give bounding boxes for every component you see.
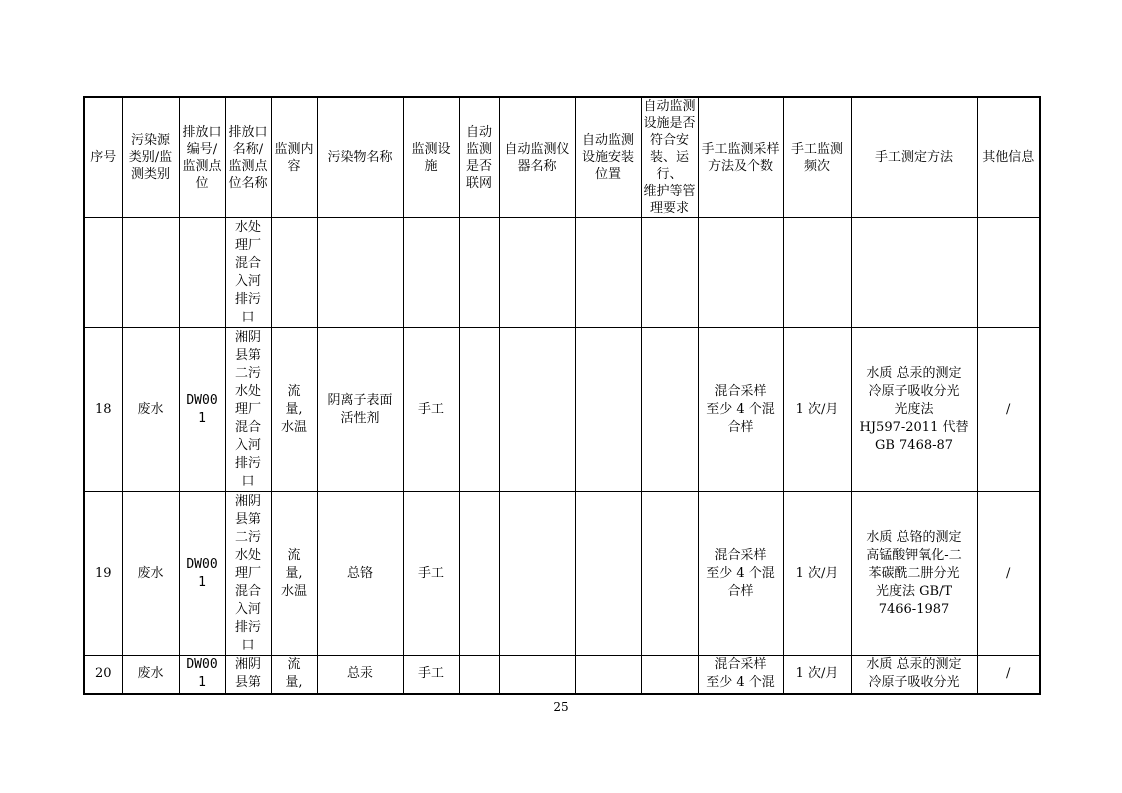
cell-method: 水质 总铬的测定 高锰酸钾氧化-二 苯碳酰二肼分光 光度法 GB/T 7466-1987 <box>851 492 977 656</box>
table-header-row <box>84 97 1040 218</box>
cell-outlet-id <box>179 218 225 328</box>
cell-outlet-id: DW00 1 <box>179 492 225 656</box>
header-cell: 自动监测 设施安装 位置 <box>575 97 641 218</box>
cell-outlet-name: 湘阴 县第 <box>225 656 271 694</box>
header-cell: 污染源 类别/监 测类别 <box>122 97 179 218</box>
cell-compliance <box>641 656 698 694</box>
cell-instrument <box>499 492 575 656</box>
cell-outlet-name: 湘阴 县第 二污 水处 理厂 混合 入河 排污 口 <box>225 328 271 492</box>
table-row <box>84 218 1040 328</box>
cell-other: / <box>977 492 1040 656</box>
header-cell: 手工测定方法 <box>851 97 977 218</box>
cell-online <box>459 492 499 656</box>
cell-instrument <box>499 656 575 694</box>
cell-online <box>459 328 499 492</box>
cell-outlet-name: 湘阴 县第 二污 水处 理厂 混合 入河 排污 口 <box>225 492 271 656</box>
cell-frequency: 1 次/月 <box>783 328 851 492</box>
header-cell: 手工监测采样 方法及个数 <box>698 97 783 218</box>
cell-frequency <box>783 218 851 328</box>
cell-other <box>977 218 1040 328</box>
cell-facility <box>403 218 459 328</box>
table-row <box>84 492 1040 656</box>
cell-location <box>575 492 641 656</box>
cell-category: 废水 <box>122 656 179 694</box>
header-cell: 其他信息 <box>977 97 1040 218</box>
header-cell: 序号 <box>84 97 122 218</box>
cell-facility: 手工 <box>403 656 459 694</box>
page-number: 25 <box>553 700 569 714</box>
cell-method: 水质 总汞的测定 冷原子吸收分光 光度法 HJ597-2011 代替 GB 7468-87 <box>851 328 977 492</box>
header-cell: 自动 监测 是否 联网 <box>459 97 499 218</box>
cell-sampling: 混合采样 至少 4 个混 合样 <box>698 492 783 656</box>
cell-location <box>575 218 641 328</box>
header-cell: 监测内 容 <box>271 97 317 218</box>
header-cell: 污染物名称 <box>317 97 403 218</box>
cell-compliance <box>641 328 698 492</box>
cell-outlet-id: DW00 1 <box>179 328 225 492</box>
cell-facility: 手工 <box>403 492 459 656</box>
cell-seq: 20 <box>84 656 122 694</box>
cell-seq <box>84 218 122 328</box>
cell-other: / <box>977 656 1040 694</box>
cell-compliance <box>641 218 698 328</box>
cell-pollutant: 总铬 <box>317 492 403 656</box>
cell-compliance <box>641 492 698 656</box>
table-row <box>84 328 1040 492</box>
header-cell: 手工监测 频次 <box>783 97 851 218</box>
table-row <box>84 656 1040 694</box>
cell-sampling <box>698 218 783 328</box>
header-cell: 排放口 编号/ 监测点 位 <box>179 97 225 218</box>
cell-outlet-id: DW00 1 <box>179 656 225 694</box>
cell-content: 流 量, 水温 <box>271 492 317 656</box>
header-cell: 自动监测 设施是否 符合安 装、运行、 维护等管 理要求 <box>641 97 698 218</box>
cell-other: / <box>977 328 1040 492</box>
cell-instrument <box>499 218 575 328</box>
cell-location <box>575 328 641 492</box>
cell-location <box>575 656 641 694</box>
cell-seq: 18 <box>84 328 122 492</box>
cell-pollutant: 总汞 <box>317 656 403 694</box>
cell-sampling: 混合采样 至少 4 个混 合样 <box>698 328 783 492</box>
cell-pollutant: 阴离子表面 活性剂 <box>317 328 403 492</box>
cell-frequency: 1 次/月 <box>783 656 851 694</box>
header-cell: 排放口 名称/ 监测点 位名称 <box>225 97 271 218</box>
cell-sampling: 混合采样 至少 4 个混 <box>698 656 783 694</box>
cell-category <box>122 218 179 328</box>
cell-content: 流 量, <box>271 656 317 694</box>
cell-pollutant <box>317 218 403 328</box>
cell-content: 流 量, 水温 <box>271 328 317 492</box>
cell-method: 水质 总汞的测定 冷原子吸收分光 <box>851 656 977 694</box>
cell-outlet-name: 水处 理厂 混合 入河 排污 口 <box>225 218 271 328</box>
cell-frequency: 1 次/月 <box>783 492 851 656</box>
cell-online <box>459 656 499 694</box>
monitoring-table <box>83 96 1041 695</box>
cell-category: 废水 <box>122 492 179 656</box>
header-cell: 监测设施 <box>403 97 459 218</box>
cell-facility: 手工 <box>403 328 459 492</box>
header-cell: 自动监测仪 器名称 <box>499 97 575 218</box>
cell-method <box>851 218 977 328</box>
cell-instrument <box>499 328 575 492</box>
cell-online <box>459 218 499 328</box>
cell-seq: 19 <box>84 492 122 656</box>
cell-category: 废水 <box>122 328 179 492</box>
cell-content <box>271 218 317 328</box>
